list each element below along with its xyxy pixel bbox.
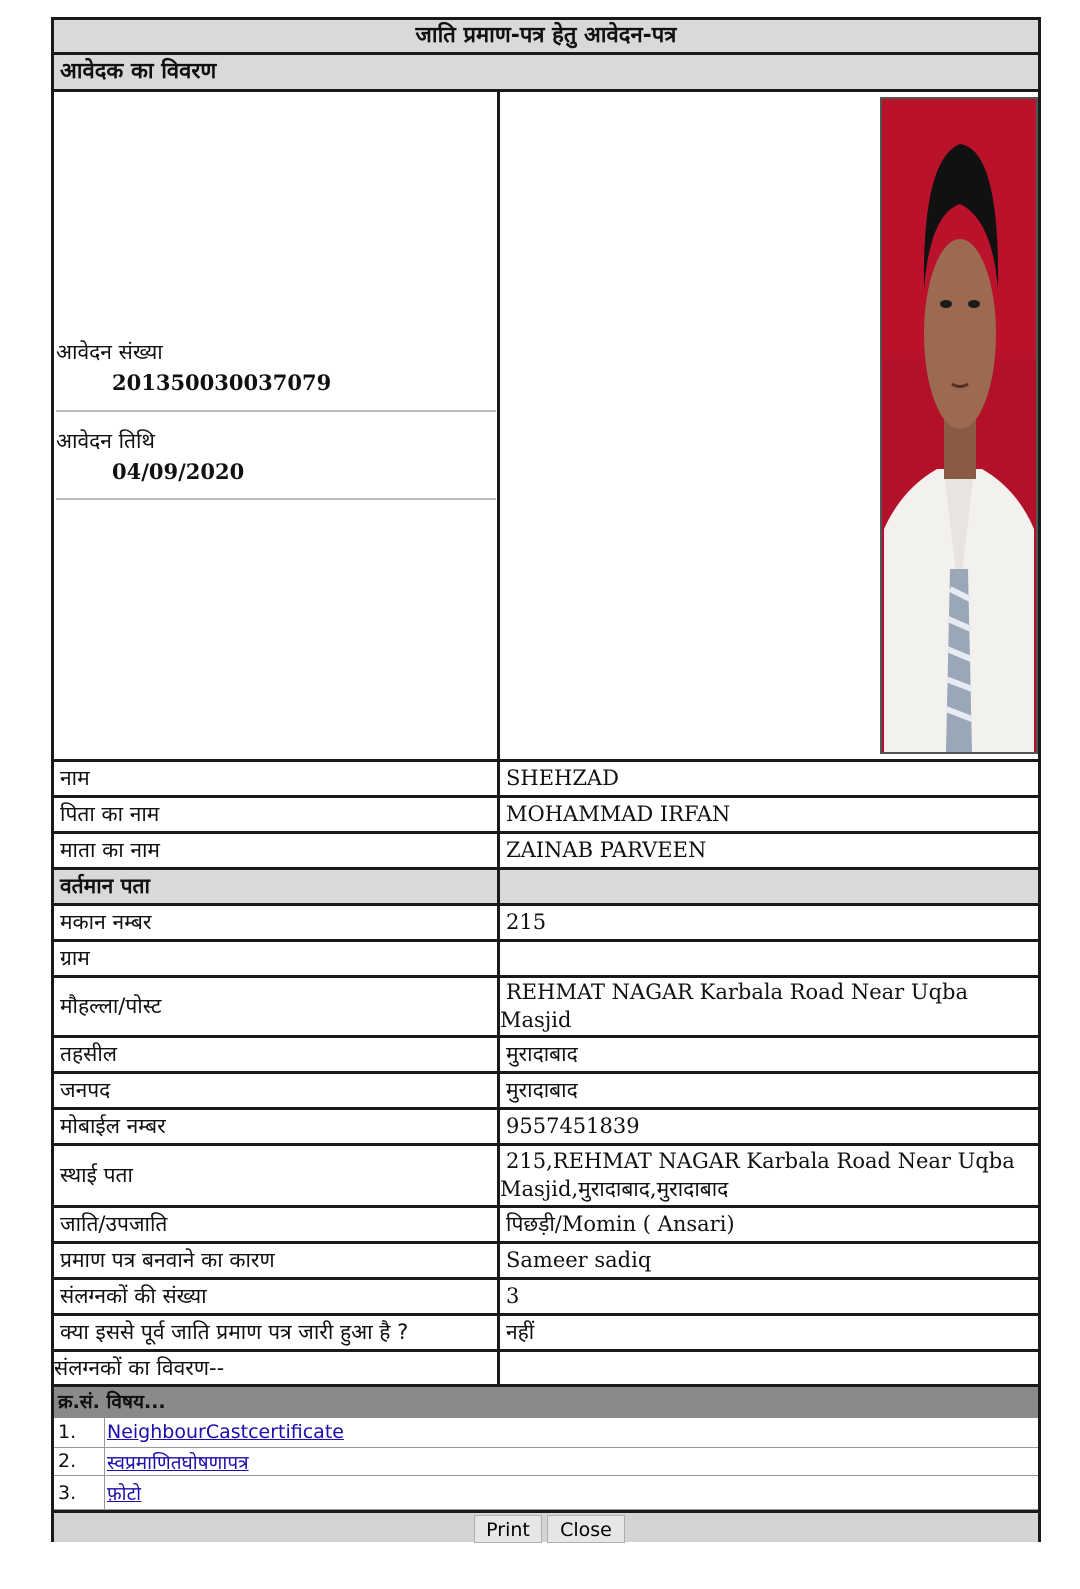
row-reason (54, 1241, 1038, 1277)
row-locality (54, 975, 1038, 1035)
house-number-label: मकान नम्बर (60, 910, 152, 934)
column-divider (497, 870, 500, 903)
application-date-label: आवेदन तिथि (56, 429, 155, 453)
district-label: जनपद (60, 1078, 111, 1102)
attachments-count-value: 3 (506, 1284, 520, 1308)
mother-name-value: ZAINAB PARVEEN (506, 838, 707, 862)
tehsil-value: मुरादाबाद (506, 1042, 578, 1066)
row-attachments-detail (54, 1349, 1038, 1384)
name-label: नाम (60, 766, 90, 790)
row-name (54, 759, 1038, 795)
father-name-value: MOHAMMAD IRFAN (506, 802, 731, 826)
attachments-count-label: संलग्नकों की संख्या (60, 1284, 207, 1308)
attachment-number: 3. (58, 1482, 77, 1504)
form-footer (54, 1510, 1038, 1542)
applicant-section-heading: आवेदक का विवरण (54, 55, 1038, 92)
row-previous-certificate (54, 1313, 1038, 1349)
row-attachments-count (54, 1277, 1038, 1313)
mobile-label: मोबाईल नम्बर (60, 1114, 166, 1138)
previous-certificate-value: नहीं (506, 1320, 535, 1344)
attachment-number: 2. (58, 1450, 77, 1472)
reason-label: प्रमाण पत्र बनवाने का कारण (60, 1248, 275, 1272)
row-village (54, 939, 1038, 975)
close-button[interactable]: Close (547, 1515, 625, 1543)
permanent-address-label: स्थाई पता (60, 1163, 133, 1187)
applicant-photo (880, 97, 1038, 754)
locality-value: REHMAT NAGAR Karbala Road Near Uqba Masjid (500, 980, 968, 1032)
application-number-value: 201350030037079 (112, 370, 332, 395)
divider (56, 410, 496, 412)
print-button[interactable]: Print (474, 1515, 542, 1543)
reason-value: Sameer sadiq (506, 1248, 652, 1272)
attachments-detail-label: संलग्नकों का विवरण-- (54, 1356, 225, 1380)
previous-certificate-label: क्या इससे पूर्व जाति प्रमाण पत्र जारी हुआ है ? (60, 1320, 409, 1344)
house-number-value: 215 (506, 910, 547, 934)
current-address-heading: वर्तमान पता (60, 874, 150, 898)
row-house-number (54, 903, 1038, 939)
attachment-row (54, 1476, 1038, 1510)
attachment-link-neighbour-certificate[interactable]: NeighbourCastcertificate (107, 1421, 344, 1443)
attachment-row (54, 1418, 1038, 1448)
row-mother-name (54, 831, 1038, 867)
mobile-value: 9557451839 (506, 1114, 640, 1138)
caste-value: पिछड़ी/Momin ( Ansari) (506, 1212, 735, 1236)
row-caste (54, 1205, 1038, 1241)
tehsil-label: तहसील (60, 1042, 117, 1066)
father-name-label: पिता का नाम (60, 802, 160, 826)
permanent-address-value: 215,REHMAT NAGAR Karbala Road Near Uqba Masjid,मुरादाबाद,मुरादाबाद (500, 1149, 1015, 1201)
attachment-link-photo[interactable]: फ़ोटो (107, 1483, 142, 1505)
district-value: मुरादाबाद (506, 1078, 578, 1102)
name-value: SHEHZAD (506, 766, 619, 790)
attachment-row (54, 1448, 1038, 1476)
attachment-number: 1. (58, 1421, 77, 1443)
attachment-link-self-declaration[interactable]: स्वप्रमाणितघोषणापत्र (107, 1452, 249, 1474)
row-tehsil (54, 1035, 1038, 1071)
locality-label: मौहल्ला/पोस्ट (60, 994, 162, 1018)
divider (56, 498, 496, 500)
row-father-name (54, 795, 1038, 831)
row-current-address-heading (54, 867, 1038, 903)
application-number-label: आवेदन संख्या (56, 340, 163, 364)
application-form (51, 17, 1041, 1542)
mother-name-label: माता का नाम (60, 838, 160, 862)
caste-label: जाति/उपजाति (60, 1212, 168, 1236)
application-date-value: 04/09/2020 (112, 459, 245, 484)
village-label: ग्राम (60, 946, 90, 970)
applicant-photo-illustration (882, 99, 1036, 752)
attachments-table-header: क्र.सं. विषय... (54, 1384, 1038, 1418)
row-district (54, 1071, 1038, 1107)
form-title: जाति प्रमाण-पत्र हेतु आवेदन-पत्र (54, 20, 1038, 55)
row-permanent-address (54, 1143, 1038, 1205)
row-mobile (54, 1107, 1038, 1143)
